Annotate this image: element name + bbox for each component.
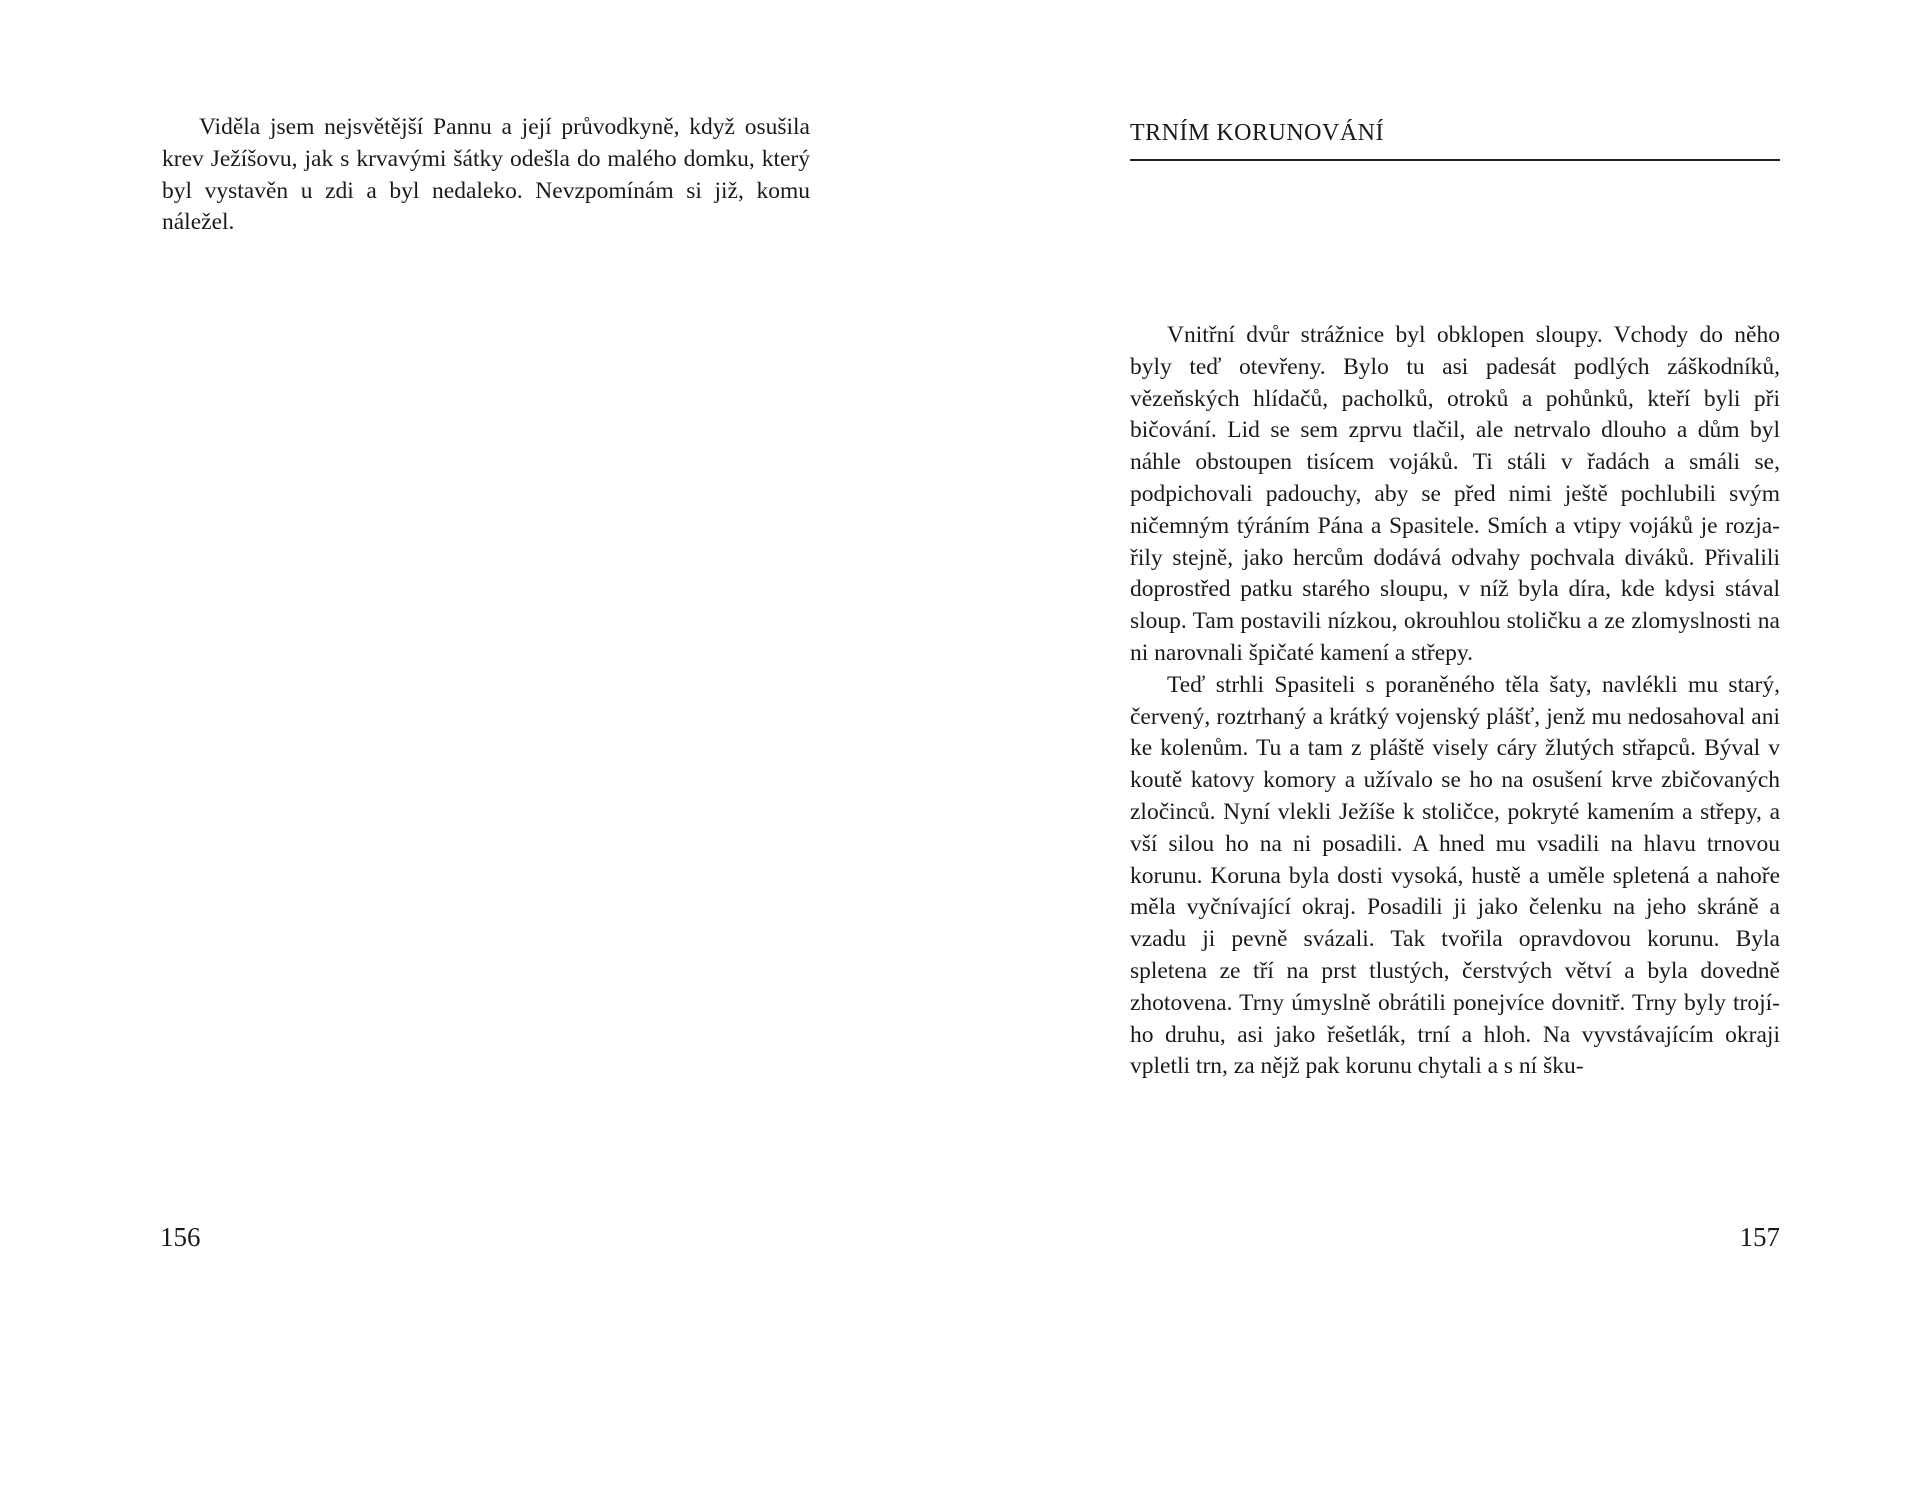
heading-rule	[1130, 159, 1780, 161]
right-paragraph-1: Vnitřní dvůr strážnice byl obklopen sloupy. Vchody do něho byly teď otevřeny. Bylo tu asi padesát podlých záškodníků, vězeňských hlídačů, pacholků, otroků a pohůnků, kteří byli při bičování. Lid se sem zprvu tlačil, ale netrvalo dlouho a dům byl náhle obstoupen tisícem vojáků. Ti stáli v řadách a smáli se, podpichovali padouchy, aby se před nimi ještě pochlubili svým ničemným týráním Pána a Spasitele. Smích a vtipy vojáků je rozjařily stejně, jako hercům dodává odvahy pochvala diváků. Přivalili doprostřed patku starého sloupu, v níž byla díra, kde kdysi stával sloup. Tam postavili nízkou, okrouhlou stoličku a ze zlomyslnosti na ni narovnali špičaté kamení a střepy.	[1130, 322, 1780, 666]
page-number-left: 156	[160, 1222, 201, 1252]
left-page-text	[162, 112, 810, 239]
chapter-title: TRNÍM KORUNOVÁNÍ	[1130, 120, 1384, 146]
right-page-text	[1130, 320, 1780, 1083]
left-paragraph-1: Viděla jsem nejsvětější Pannu a její průvodkyně, když osušila krev Ježíšovu, jak s krvavými šátky odešla do malého domku, který byl vystavěn u zdi a byl nedaleko. Nevzpomínám si již, komu náležel.	[162, 114, 810, 236]
right-paragraph-2: Teď strhli Spasiteli s poraněného těla šaty, navlékli mu starý, červený, roztrhaný a krátký vojenský plášť, jenž mu nedosahoval ani ke kolenům. Tu a tam z pláště visely cáry žlutých střapců. Býval v koutě katovy komory a užívalo se ho na osušení krve zbičovaných zločinců. Nyní vlekli Ježíše k stoličce, pokryté kamením a střepy, a vší silou ho na ni posadili. A hned mu vsadili na hlavu trnovou korunu. Koruna byla dosti vysoká, hustě a uměle spletená a nahoře měla vyčnívající okraj. Posadili ji jako čelenku na jeho skráně a vzadu ji pevně svázali. Tak tvořila opravdovou korunu. Byla spletena ze tří na prst tlustých, čerstvých větví a byla dovedně zhotovena. Trny úmyslně obrátili ponejvíce dovnitř. Trny byly trojího druhu, asi jako řešetlák, trní a hloh. Na vyvstávajícím okraji vpletli trn, za nějž pak korunu chytali a s ní šku-	[1130, 671, 1780, 1080]
page-number-right: 157	[1739, 1222, 1780, 1252]
